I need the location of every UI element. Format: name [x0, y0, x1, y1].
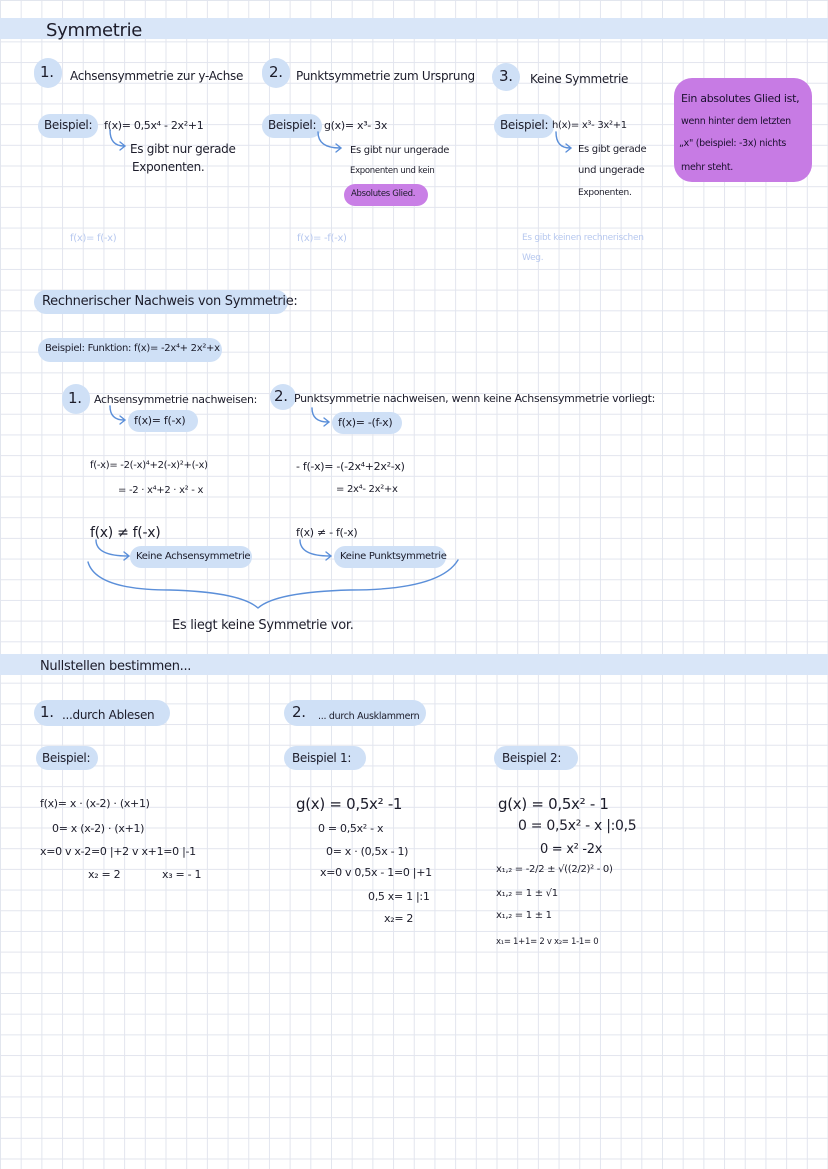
example-label: Beispiel: — [500, 118, 549, 132]
calc-line: x₁,₂ = 1 ± √1 — [496, 888, 558, 899]
note-line: Es gibt nur ungerade — [350, 145, 450, 156]
calc-line: x=0 v x-2=0 |+2 v x+1=0 |-1 — [40, 845, 196, 858]
number: 2. — [274, 387, 288, 405]
example-label: Beispiel 2: — [502, 751, 562, 765]
calc-line: 0= x · (0,5x - 1) — [326, 845, 409, 858]
function-h: h(x)= x³- 3x²+1 — [552, 120, 627, 131]
calc-line: x₁= 1+1= 2 v x₂= 1-1= 0 — [496, 937, 599, 947]
rule-faint: f(x)= f(-x) — [70, 233, 117, 244]
example-label: Beispiel: — [44, 118, 93, 132]
method-heading: ... durch Ausklammern — [318, 711, 420, 722]
heading-keine-symmetrie: Keine Symmetrie — [530, 72, 629, 86]
number: 2. — [292, 703, 306, 721]
calc-line: 0 = x² -2x — [540, 842, 603, 857]
example-label: Beispiel: — [42, 751, 91, 765]
number: 1. — [40, 63, 54, 81]
heading-achsensymmetrie: Achsensymmetrie zur y-Achse — [70, 69, 244, 83]
function-g: g(x)= x³- 3x — [324, 119, 388, 132]
number: 1. — [40, 703, 54, 721]
rule: f(x)= f(-x) — [134, 414, 186, 427]
heading: Punktsymmetrie nachweisen, wenn keine Achsensymmetrie vorliegt: — [294, 392, 656, 405]
note-line: und ungerade — [578, 165, 645, 176]
beispiel-funktion: Beispiel: Funktion: f(x)= -2x⁴+ 2x²+x — [45, 343, 220, 354]
note-text: mehr steht. — [681, 162, 734, 173]
number: 2. — [269, 63, 283, 81]
page-title: Symmetrie — [46, 20, 143, 41]
note-text: Ein absolutes Glied ist, — [681, 92, 800, 105]
calc-line: x₁,₂ = 1 ± 1 — [496, 910, 552, 921]
note-line: Exponenten und kein — [350, 166, 435, 176]
number: 1. — [68, 389, 82, 407]
example-label: Beispiel: — [268, 118, 317, 132]
calc-line: g(x) = 0,5x² - 1 — [498, 795, 609, 813]
calc-line: f(x) ≠ f(-x) — [90, 525, 161, 541]
note-text: wenn hinter dem letzten — [681, 116, 791, 127]
example-label: Beispiel 1: — [292, 751, 352, 765]
result: Keine Achsensymmetrie — [136, 551, 251, 562]
note-line: Absolutes Glied. — [351, 189, 416, 199]
result: Keine Punktsymmetrie — [340, 551, 447, 562]
calc-line: x₃ = - 1 — [162, 868, 202, 881]
calc-line: g(x) = 0,5x² -1 — [296, 795, 403, 813]
nullstellen-title: Nullstellen bestimmen... — [40, 659, 192, 674]
calc-line: 0 = 0,5x² - x |:0,5 — [518, 818, 637, 834]
calc-line: x₂= 2 — [384, 912, 414, 925]
heading: Achsensymmetrie nachweisen: — [94, 393, 258, 406]
conclusion: Es liegt keine Symmetrie vor. — [172, 618, 354, 633]
calc-line: f(x) ≠ - f(-x) — [296, 526, 358, 539]
note-line: Es gibt nur gerade — [130, 142, 236, 156]
calc-line: 0 = 0,5x² - x — [318, 822, 384, 835]
method-heading: ...durch Ablesen — [62, 708, 155, 722]
rule-faint: Es gibt keinen rechnerischen — [522, 233, 644, 243]
note-line: Es gibt gerade — [578, 144, 647, 155]
note-line: Exponenten. — [578, 188, 632, 198]
calc-line: x₁,₂ = -2/2 ± √((2/2)² - 0) — [496, 864, 613, 875]
rule: f(x)= -(f-x) — [338, 416, 393, 429]
heading-punktsymmetrie: Punktsymmetrie zum Ursprung — [296, 69, 475, 83]
calc-line: - f(-x)= -(-2x⁴+2x²-x) — [296, 460, 405, 473]
number: 3. — [499, 67, 513, 85]
calc-line: = -2 · x⁴+2 · x² - x — [118, 485, 204, 496]
rule-faint: Weg. — [522, 253, 544, 263]
nachweis-title: Rechnerischer Nachweis von Symmetrie: — [42, 294, 298, 309]
calc-line: x₂ = 2 — [88, 868, 121, 881]
function-f: f(x)= 0,5x⁴ - 2x²+1 — [104, 119, 204, 132]
calc-line: = 2x⁴- 2x²+x — [336, 484, 398, 495]
rule-faint: f(x)= -f(-x) — [297, 233, 347, 244]
calc-line: f(-x)= -2(-x)⁴+2(-x)²+(-x) — [90, 460, 208, 471]
calc-line: f(x)= x · (x-2) · (x+1) — [40, 797, 150, 810]
note-line: Exponenten. — [132, 160, 205, 174]
calc-line: 0= x (x-2) · (x+1) — [52, 822, 145, 835]
note-text: „x" (beispiel: -3x) nichts — [679, 138, 787, 149]
calc-line: 0,5 x= 1 |:1 — [368, 890, 430, 903]
calc-line: x=0 v 0,5x - 1=0 |+1 — [320, 866, 432, 879]
